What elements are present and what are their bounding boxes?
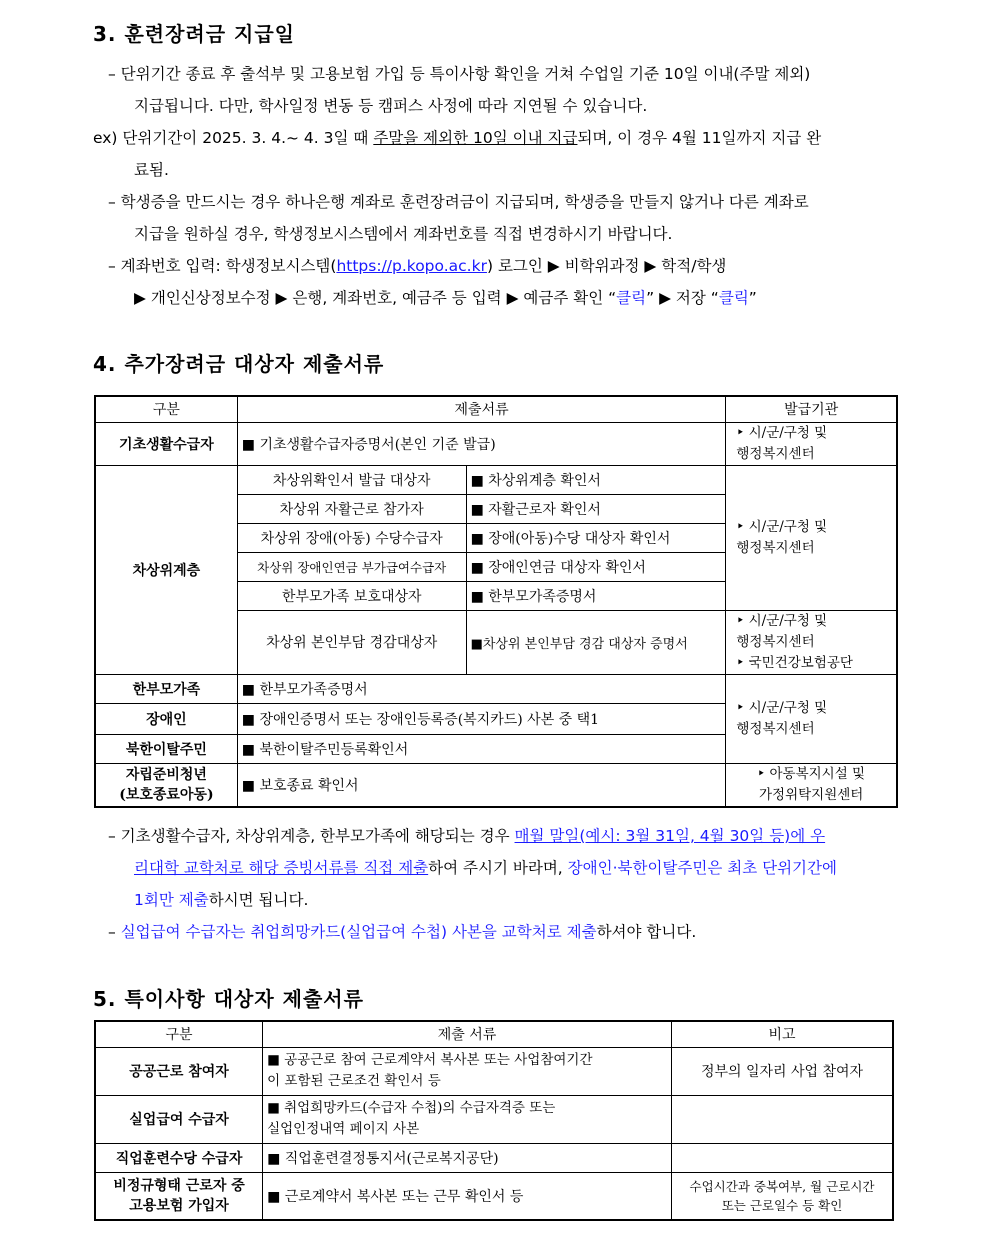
sec3-line3-underline: 주말을 제외한 10일 이내 지급 (373, 129, 578, 147)
sec4-note2c: 장애인·북한이탈주민은 최초 단위기간에 (567, 859, 837, 877)
note-cell: 정부의 일자리 사업 참여자 (672, 1047, 893, 1095)
sec4-note4a: – (108, 923, 121, 941)
note-cell (672, 1095, 893, 1143)
table-row (95, 763, 897, 807)
document-cell: ■ 보호종료 확인서 (237, 763, 726, 807)
sec4-note2 (134, 852, 934, 884)
sec3-line2: 지급됩니다. 다만, 학사일정 변동 등 캠퍼스 사정에 따라 지연될 수 있습니다. (134, 97, 648, 115)
special-case-table (94, 1020, 894, 1221)
sec3-line7b: ) 로그인 ▶ 비학위과정 ▶ 학적/학생 (486, 257, 727, 275)
category-cell: 자립준비청년 (보호종료아동) (95, 763, 237, 807)
target-cell: 차상위 장애(아동) 수당수급자 (237, 523, 466, 552)
click-text-2: 클릭 (718, 289, 749, 307)
sec3-line8c: ” (748, 289, 757, 307)
table-row (95, 674, 897, 703)
table-row (95, 465, 897, 494)
sec3-line5: – 학생증을 만드시는 경우 하나은행 계좌로 훈련장려금이 지급되며, 학생증을 만들지 않거나 다른 계좌로 (108, 193, 809, 211)
issuer-cell: ‣ 시/군/구청 및 행정복지센터 ‣ 국민건강보험공단 (726, 610, 897, 674)
document-cell: ■ 기초생활수급자증명서(본인 기준 발급) (237, 422, 726, 465)
document-cell: ■ 북한이탈주민등록확인서 (237, 734, 726, 763)
sec4-note2-highlight: 리대학 교학처로 해당 증빙서류를 직접 제출 (134, 859, 429, 877)
sec4-note1-highlight: 매월 말일(예시: 3월 31일, 4월 30일 등)에 우 (514, 827, 826, 845)
document-cell: ■ 장애(아동)수당 대상자 확인서 (466, 523, 726, 552)
target-cell: 한부모가족 보호대상자 (237, 581, 466, 610)
sec4-note3b: 하시면 됩니다. (208, 891, 309, 909)
category-cell: 차상위계층 (95, 465, 237, 674)
header-note: 비고 (672, 1021, 893, 1047)
category-cell: 실업급여 수급자 (95, 1095, 263, 1143)
sec3-line8b: ” ▶ 저장 “ (646, 289, 719, 307)
document-cell: ■ 한부모가족증명서 (466, 581, 726, 610)
issuer-cell: ‣ 시/군/구청 및 행정복지센터 (726, 674, 897, 763)
sec3-line7 (108, 250, 908, 282)
table-row (95, 1143, 893, 1172)
sec4-note1a: – 기초생활수급자, 차상위계층, 한부모가족에 해당되는 경우 (108, 827, 515, 845)
header-category: 구분 (95, 1021, 263, 1047)
issuer-cell: ‣ 아동복지시설 및 가정위탁지원센터 (726, 763, 897, 807)
note-cell (672, 1143, 893, 1172)
click-text-1: 클릭 (616, 289, 647, 307)
sec3-line4: 료됨. (134, 161, 169, 179)
document-cell: ■ 장애인연금 대상자 확인서 (466, 552, 726, 581)
category-cell: 비정규형태 근로자 중 고용보험 가입자 (95, 1172, 263, 1220)
student-system-link[interactable]: https://p.kopo.ac.kr (336, 257, 487, 275)
sec3-line7a: – 계좌번호 입력: 학생정보시스템( (108, 257, 337, 275)
section5-title: 5. 특이사항 대상자 제출서류 (93, 987, 364, 1011)
sec3-line8a: ▶ 개인신상정보수정 ▶ 은행, 계좌번호, 예금주 등 입력 ▶ 예금주 확인 “ (134, 289, 617, 307)
target-cell: 차상위 본인부담 경감대상자 (237, 610, 466, 674)
sec3-line1: – 단위기간 종료 후 출석부 및 고용보험 가입 등 특이사항 확인을 거쳐 수업일 기준 10일 이내(주말 제외) (108, 65, 811, 83)
document-cell: ■ 근로계약서 복사본 또는 근무 확인서 등 (263, 1172, 672, 1220)
header-category: 구분 (95, 396, 237, 422)
note-cell: 수업시간과 중복여부, 월 근로시간 또는 근로일수 등 확인 (672, 1172, 893, 1220)
header-documents: 제출서류 (237, 396, 726, 422)
category-cell: 기초생활수급자 (95, 422, 237, 465)
document-cell: ■ 차상위계층 확인서 (466, 465, 726, 494)
sec3-line8 (134, 282, 934, 314)
target-cell: 차상위 장애인연금 부가급여수급자 (237, 552, 466, 581)
section4-title: 4. 추가장려금 대상자 제출서류 (93, 352, 385, 376)
category-cell: 공공근로 참여자 (95, 1047, 263, 1095)
sec4-note3c: 1회만 제출 (134, 891, 209, 909)
extra-allowance-table (94, 395, 898, 808)
sec3-line6: 지급을 원하실 경우, 학생정보시스템에서 계좌번호를 직접 변경하시기 바랍니다. (134, 225, 673, 243)
header-documents: 제출 서류 (263, 1021, 672, 1047)
category-cell: 북한이탈주민 (95, 734, 237, 763)
document-cell: ■ 한부모가족증명서 (237, 674, 726, 703)
issuer-cell: ‣ 시/군/구청 및 행정복지센터 (726, 422, 897, 465)
sec4-note3 (134, 884, 934, 916)
table-row (95, 1172, 893, 1220)
target-cell: 차상위 자활근로 참가자 (237, 494, 466, 523)
sec4-note2b: 하여 주시기 바라며, (428, 859, 568, 877)
sec3-line3a: ex) 단위기간이 2025. 3. 4.~ 4. 3일 때 (93, 129, 374, 147)
category-cell: 직업훈련수당 수급자 (95, 1143, 263, 1172)
document-cell: ■ 장애인증명서 또는 장애인등록증(복지카드) 사본 중 택1 (237, 703, 726, 734)
section3-title: 3. 훈련장려금 지급일 (93, 22, 295, 46)
sec4-note1 (108, 820, 908, 852)
table-row (95, 1095, 893, 1143)
table-row (95, 422, 897, 465)
sec3-line3 (93, 122, 893, 154)
category-cell: 한부모가족 (95, 674, 237, 703)
category-cell: 장애인 (95, 703, 237, 734)
document-cell: ■ 취업희망카드(수급자 수첩)의 수급자격증 또는 실업인정내역 페이지 사본 (263, 1095, 672, 1143)
document-cell: ■ 공공근로 참여 근로계약서 복사본 또는 사업참여기간 이 포함된 근로조건 확인서 등 (263, 1047, 672, 1095)
document-cell: ■ 자활근로자 확인서 (466, 494, 726, 523)
document-cell: ■ 직업훈련결정통지서(근로복지공단) (263, 1143, 672, 1172)
sec4-note4c: 실업급여 수급자는 취업희망카드(실업급여 수첩) 사본을 교학처로 제출 (120, 923, 597, 941)
sec4-note4b: 하셔야 합니다. (596, 923, 697, 941)
header-issuer: 발급기관 (726, 396, 897, 422)
document-cell: ■차상위 본인부담 경감 대상자 증명서 (466, 610, 726, 674)
issuer-cell: ‣ 시/군/구청 및 행정복지센터 (726, 465, 897, 610)
sec4-note4 (108, 916, 908, 948)
sec3-line3b: 되며, 이 경우 4월 11일까지 지급 완 (577, 129, 822, 147)
target-cell: 차상위확인서 발급 대상자 (237, 465, 466, 494)
table-row (95, 1047, 893, 1095)
